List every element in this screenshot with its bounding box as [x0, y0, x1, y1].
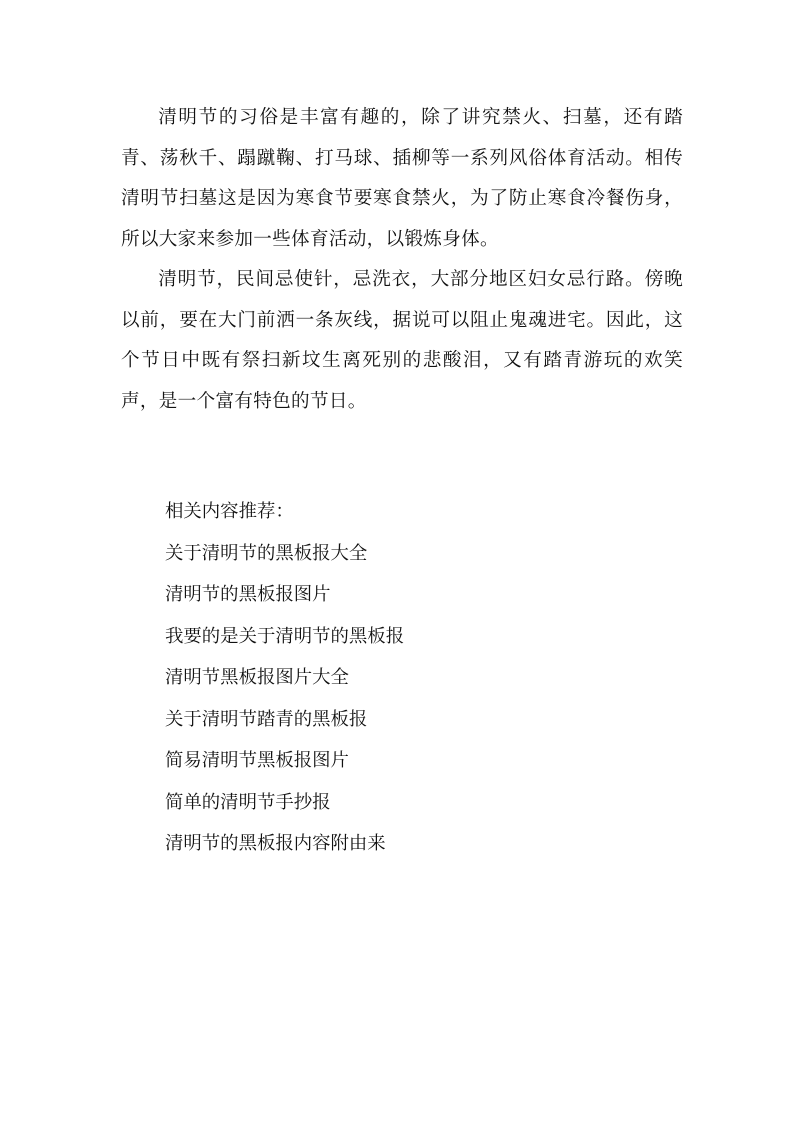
- paragraph-customs: 清明节的习俗是丰富有趣的，除了讲究禁火、扫墓，还有踏青、荡秋千、蹋蹴鞠、打马球、插柳等一系列风俗体育活动。相传清明节扫墓这是因为寒食节要寒食禁火，为了防止寒食冷餐伤身，所以大家来参加一些体育活动，以锻炼身体。: [121, 107, 683, 250]
- related-link[interactable]: 清明节的黑板报图片: [165, 584, 331, 605]
- related-link[interactable]: 关于清明节的黑板报大全: [165, 542, 368, 564]
- related-link[interactable]: 清明节黑板报图片大全: [165, 667, 349, 688]
- section-spacer: [121, 422, 683, 491]
- related-link[interactable]: 清明节的黑板报内容附由来: [165, 833, 386, 854]
- related-link[interactable]: 关于清明节踏青的黑板报: [165, 708, 368, 730]
- document-body: [121, 98, 683, 865]
- related-link[interactable]: 简易清明节黑板报图片: [165, 750, 349, 771]
- related-link[interactable]: 简单的清明节手抄报: [165, 791, 331, 813]
- paragraph-taboos: 清明节，民间忌使针，忌洗衣，大部分地区妇女忌行路。傍晚以前，要在大门前洒一条灰线，据说可以阻止鬼魂进宅。因此，这个节日中既有祭扫新坟生离死别的悲酸泪，又有踏青游玩的欢笑声，是一个富有特色的节日。: [121, 269, 683, 412]
- related-heading: 相关内容推荐：: [165, 501, 294, 522]
- related-list: [121, 533, 683, 865]
- related-link[interactable]: 我要的是关于清明节的黑板报: [165, 625, 405, 647]
